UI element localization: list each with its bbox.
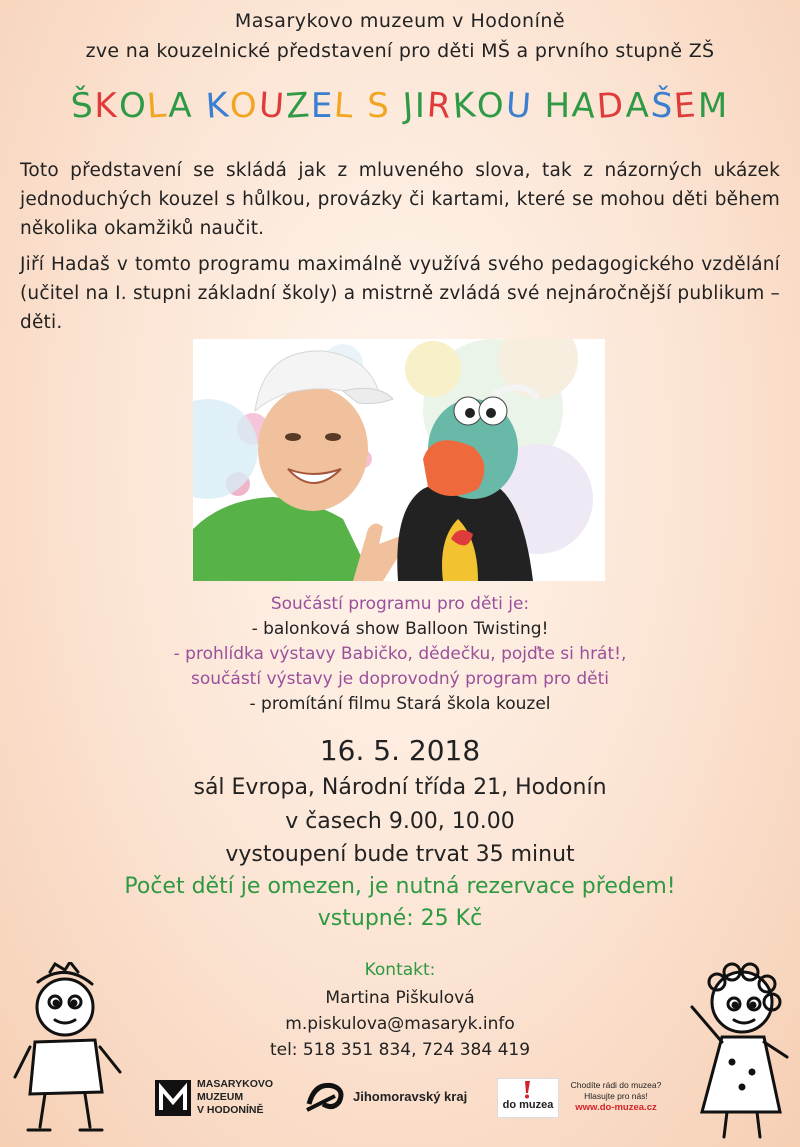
contact-name: Martina Piškulová xyxy=(325,988,475,1008)
region-logo-text: Jihomoravský kraj xyxy=(353,1089,468,1104)
title-letter: L xyxy=(146,85,170,127)
museum-logo xyxy=(155,1072,290,1122)
title-letter: Z xyxy=(284,85,313,127)
event-fee: vstupné: 25 Kč xyxy=(317,906,483,931)
title-letter: K xyxy=(94,86,119,126)
domuzea-url[interactable]: www.do-muzea.cz xyxy=(575,1102,657,1113)
program-item-exhibition: - prohlídka výstavy Babičko, dědečku, pojďte si hrát!, xyxy=(173,644,627,664)
museum-logo-line3: V HODONÍNĚ xyxy=(197,1104,264,1116)
title-letter: D xyxy=(596,85,627,127)
title-letter: E xyxy=(673,85,700,127)
header-line-1: Masarykovo muzeum v Hodoníně xyxy=(234,10,566,32)
program-heading: Součástí programu pro děti je: xyxy=(270,594,530,614)
exclamation-icon xyxy=(520,1081,534,1099)
domuzea-logo[interactable] xyxy=(497,1072,667,1122)
poster-title xyxy=(0,86,800,126)
contact-heading: Kontakt: xyxy=(364,960,436,980)
museum-logo-line2: MUZEUM xyxy=(197,1091,244,1103)
title-letter: Š xyxy=(69,85,96,127)
region-emblem-icon xyxy=(305,1078,347,1114)
magician-photo xyxy=(193,339,605,581)
title-letter: O xyxy=(476,86,506,126)
region-logo xyxy=(305,1072,485,1122)
title-letter: I xyxy=(414,86,427,126)
museum-emblem-icon xyxy=(155,1080,191,1116)
boy-doodle-icon xyxy=(10,962,130,1147)
event-date: 16. 5. 2018 xyxy=(319,734,481,767)
domuzea-brand-text: do muzea xyxy=(502,1099,554,1111)
event-duration: vystoupení bude trvat 35 minut xyxy=(225,842,575,867)
title-letter: Š xyxy=(649,85,676,127)
title-letter: H xyxy=(544,86,573,126)
title-letter: A xyxy=(168,86,194,126)
contact-email[interactable]: m.piskulova@masaryk.info xyxy=(285,1014,515,1034)
event-capacity-notice: Počet dětí je omezen, je nutná rezervace předem! xyxy=(124,874,676,899)
title-letter: K xyxy=(451,85,479,127)
event-place: sál Evropa, Národní třída 21, Hodonín xyxy=(193,775,607,800)
title-letter: L xyxy=(332,85,357,127)
domuzea-line2: Hlasujte pro nás! xyxy=(584,1091,648,1101)
title-letter: J xyxy=(401,85,417,127)
program-item-film: - promítání filmu Stará škola kouzel xyxy=(249,694,551,714)
header-line-2: zve na kouzelnické představení pro děti MŠ a prvního stupně ZŠ xyxy=(85,40,715,62)
title-letter: K xyxy=(204,85,232,127)
title-letter: M xyxy=(697,86,730,126)
contact-phone: tel: 518 351 834, 724 384 419 xyxy=(269,1040,531,1060)
title-letter: S xyxy=(367,86,391,126)
title-letter: O xyxy=(117,85,149,127)
domuzea-line1: Chodíte rádi do muzea? xyxy=(570,1080,662,1090)
title-letter: E xyxy=(310,86,335,126)
bio-paragraph: Jiří Hadaš v tomto programu maximálně využívá svého pedagogického vzdělání (učitel na I. stupni základní školy) a mistrně zvládá své nejnáročnější publikum – děti. xyxy=(20,254,780,333)
title-letter: A xyxy=(625,86,651,126)
title-letter: R xyxy=(425,85,454,127)
title-letter: O xyxy=(229,86,259,126)
domuzea-badge xyxy=(497,1078,559,1118)
intro-paragraph: Toto představení se skládá jak z mluveného slova, tak z názorných ukázek jednoduchých kouzel s hůlkou, provázky či kartami, které se mohou děti během několika okamžiků naučit. xyxy=(20,160,780,239)
program-item-exhibition-cont: součástí výstavy je doprovodný program pro děti xyxy=(191,669,609,689)
girl-doodle-icon xyxy=(672,962,797,1147)
magician-with-puppet-illustration xyxy=(193,339,605,581)
event-times: v časech 9.00, 10.00 xyxy=(285,809,515,834)
title-letter: U xyxy=(504,85,534,127)
program-item-balloon: - balonková show Balloon Twisting! xyxy=(251,619,549,639)
museum-logo-line1: MASARYKOVO xyxy=(197,1078,274,1090)
title-letter: A xyxy=(570,85,599,127)
title-letter: U xyxy=(257,85,287,127)
